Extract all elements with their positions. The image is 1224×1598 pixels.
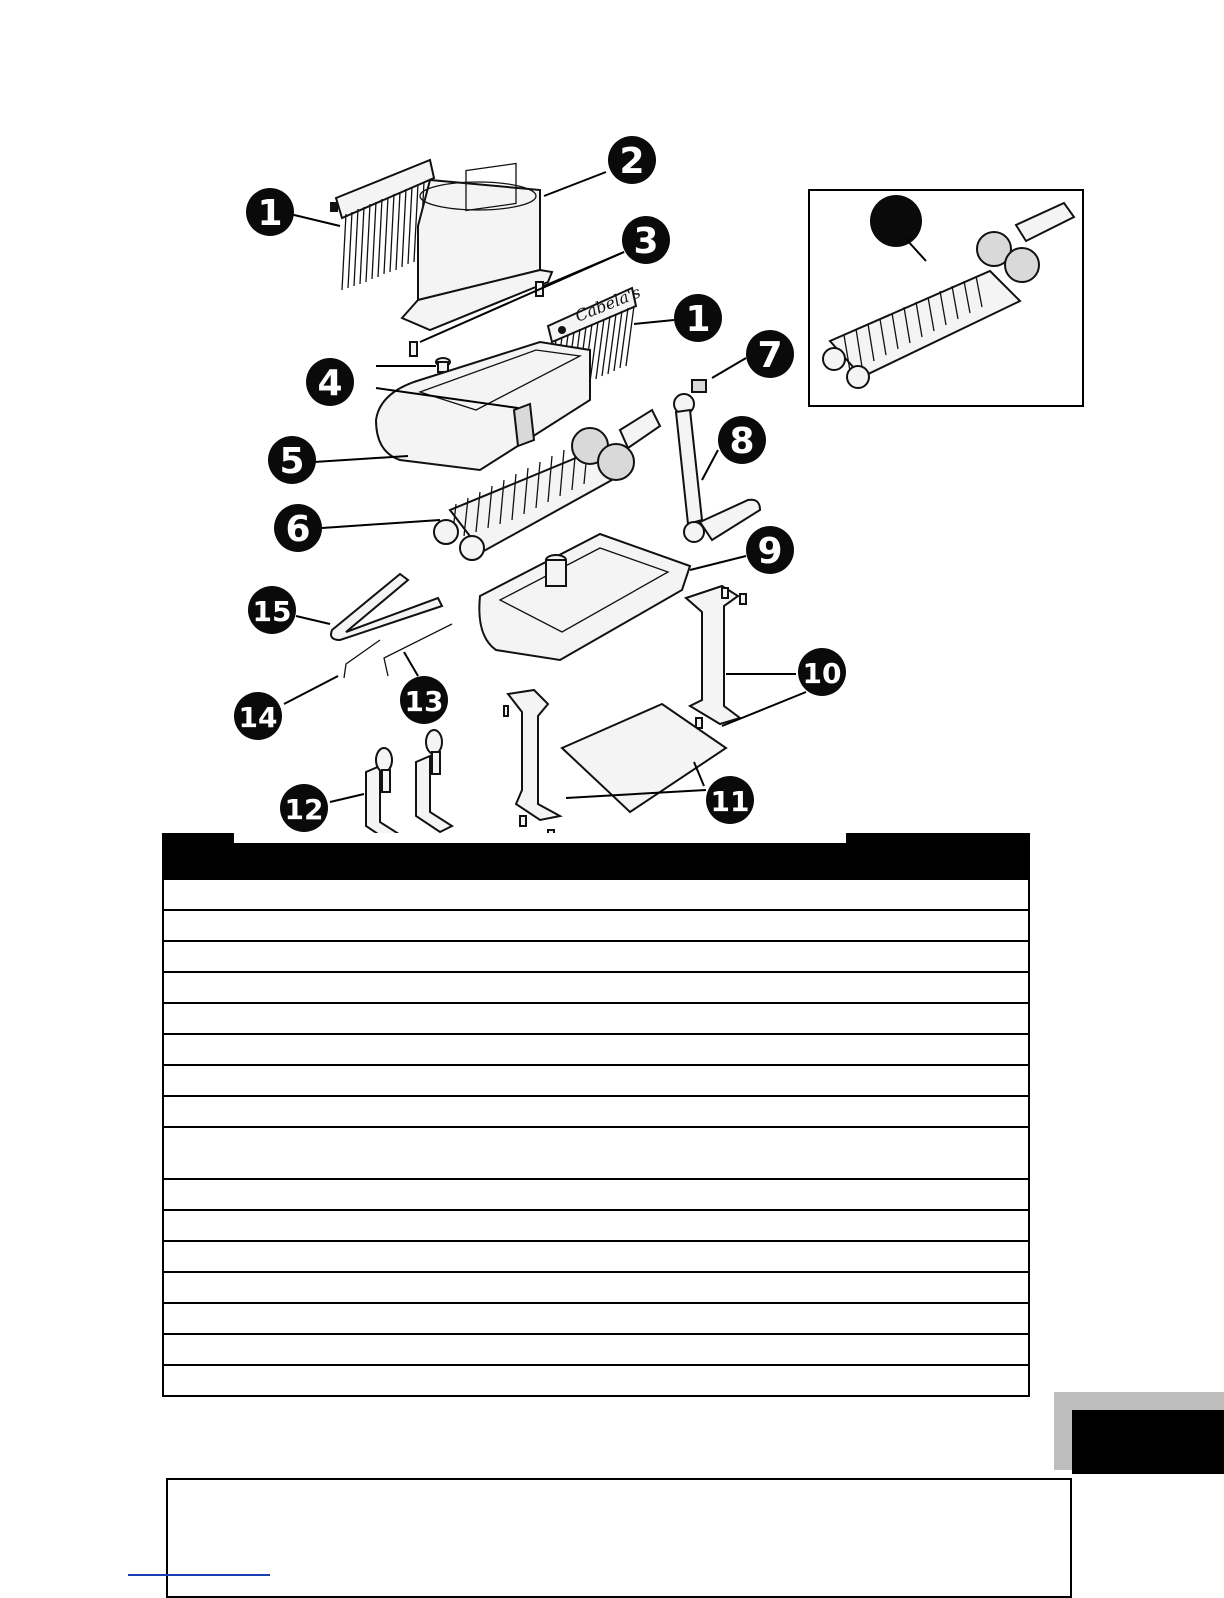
callout-2 xyxy=(608,136,656,184)
part-11-base-board xyxy=(504,690,726,840)
svg-text:11: 11 xyxy=(710,785,750,818)
callout-11 xyxy=(706,776,754,824)
part-13-hex-key xyxy=(384,624,452,676)
callout-1a xyxy=(246,188,294,236)
callout-5 xyxy=(268,436,316,484)
callout-8 xyxy=(718,416,766,464)
svg-text:12: 12 xyxy=(284,793,324,826)
part-5-top-housing xyxy=(376,342,590,470)
callout-13 xyxy=(400,676,448,724)
svg-text:3: 3 xyxy=(633,221,659,262)
callout-1b xyxy=(674,294,722,342)
part-8-crank-handle xyxy=(674,394,760,542)
brand-logo: Cabela's xyxy=(572,282,644,326)
table-row xyxy=(163,1179,1029,1210)
part-2-hopper xyxy=(402,163,552,330)
parts-table-header-notch xyxy=(234,833,846,843)
page-tab xyxy=(1072,1410,1224,1474)
table-row xyxy=(163,910,1029,941)
inset-callout-circle xyxy=(870,195,922,247)
svg-text:13: 13 xyxy=(404,685,444,718)
table-row xyxy=(163,1241,1029,1272)
callout-12 xyxy=(280,784,328,832)
callout-6 xyxy=(274,504,322,552)
svg-text:8: 8 xyxy=(729,421,755,462)
callout-15 xyxy=(248,586,296,634)
table-row xyxy=(163,1003,1029,1034)
svg-text:4: 4 xyxy=(317,363,343,404)
table-row xyxy=(163,879,1029,910)
svg-text:5: 5 xyxy=(279,441,305,482)
callout-14 xyxy=(234,692,282,740)
svg-text:6: 6 xyxy=(285,509,311,550)
part-12-c-clamps xyxy=(366,730,452,842)
inset-alternate-roller xyxy=(808,189,1084,407)
table-row xyxy=(163,1365,1029,1396)
parts-table xyxy=(162,878,1030,1397)
svg-text:9: 9 xyxy=(757,531,783,572)
table-row xyxy=(163,1127,1029,1179)
table-row xyxy=(163,1096,1029,1127)
footer-box xyxy=(166,1478,1072,1598)
part-15-tongs xyxy=(331,574,442,640)
part-7-clip xyxy=(692,380,706,392)
part-14-hex-key xyxy=(344,640,380,678)
svg-text:1: 1 xyxy=(257,193,283,234)
table-row xyxy=(163,1334,1029,1365)
callout-7 xyxy=(746,330,794,378)
part-10-right-leg xyxy=(686,586,746,728)
table-row xyxy=(163,1034,1029,1065)
callout-9 xyxy=(746,526,794,574)
svg-text:10: 10 xyxy=(802,657,842,690)
table-row xyxy=(163,1303,1029,1334)
svg-text:14: 14 xyxy=(238,701,278,734)
callout-10 xyxy=(798,648,846,696)
table-row xyxy=(163,1272,1029,1303)
callout-4 xyxy=(306,358,354,406)
table-row xyxy=(163,1210,1029,1241)
part-4-knob xyxy=(436,358,450,372)
part-9-base-tray xyxy=(479,534,690,660)
footer-link-underline[interactable] xyxy=(128,1574,270,1576)
svg-text:7: 7 xyxy=(757,335,783,376)
inset-roller-drawing xyxy=(810,191,1082,405)
callout-3 xyxy=(622,216,670,264)
table-row xyxy=(163,941,1029,972)
table-row xyxy=(163,972,1029,1003)
svg-text:15: 15 xyxy=(252,595,292,628)
table-row xyxy=(163,1065,1029,1096)
svg-text:1: 1 xyxy=(685,299,711,340)
svg-text:2: 2 xyxy=(619,141,645,182)
